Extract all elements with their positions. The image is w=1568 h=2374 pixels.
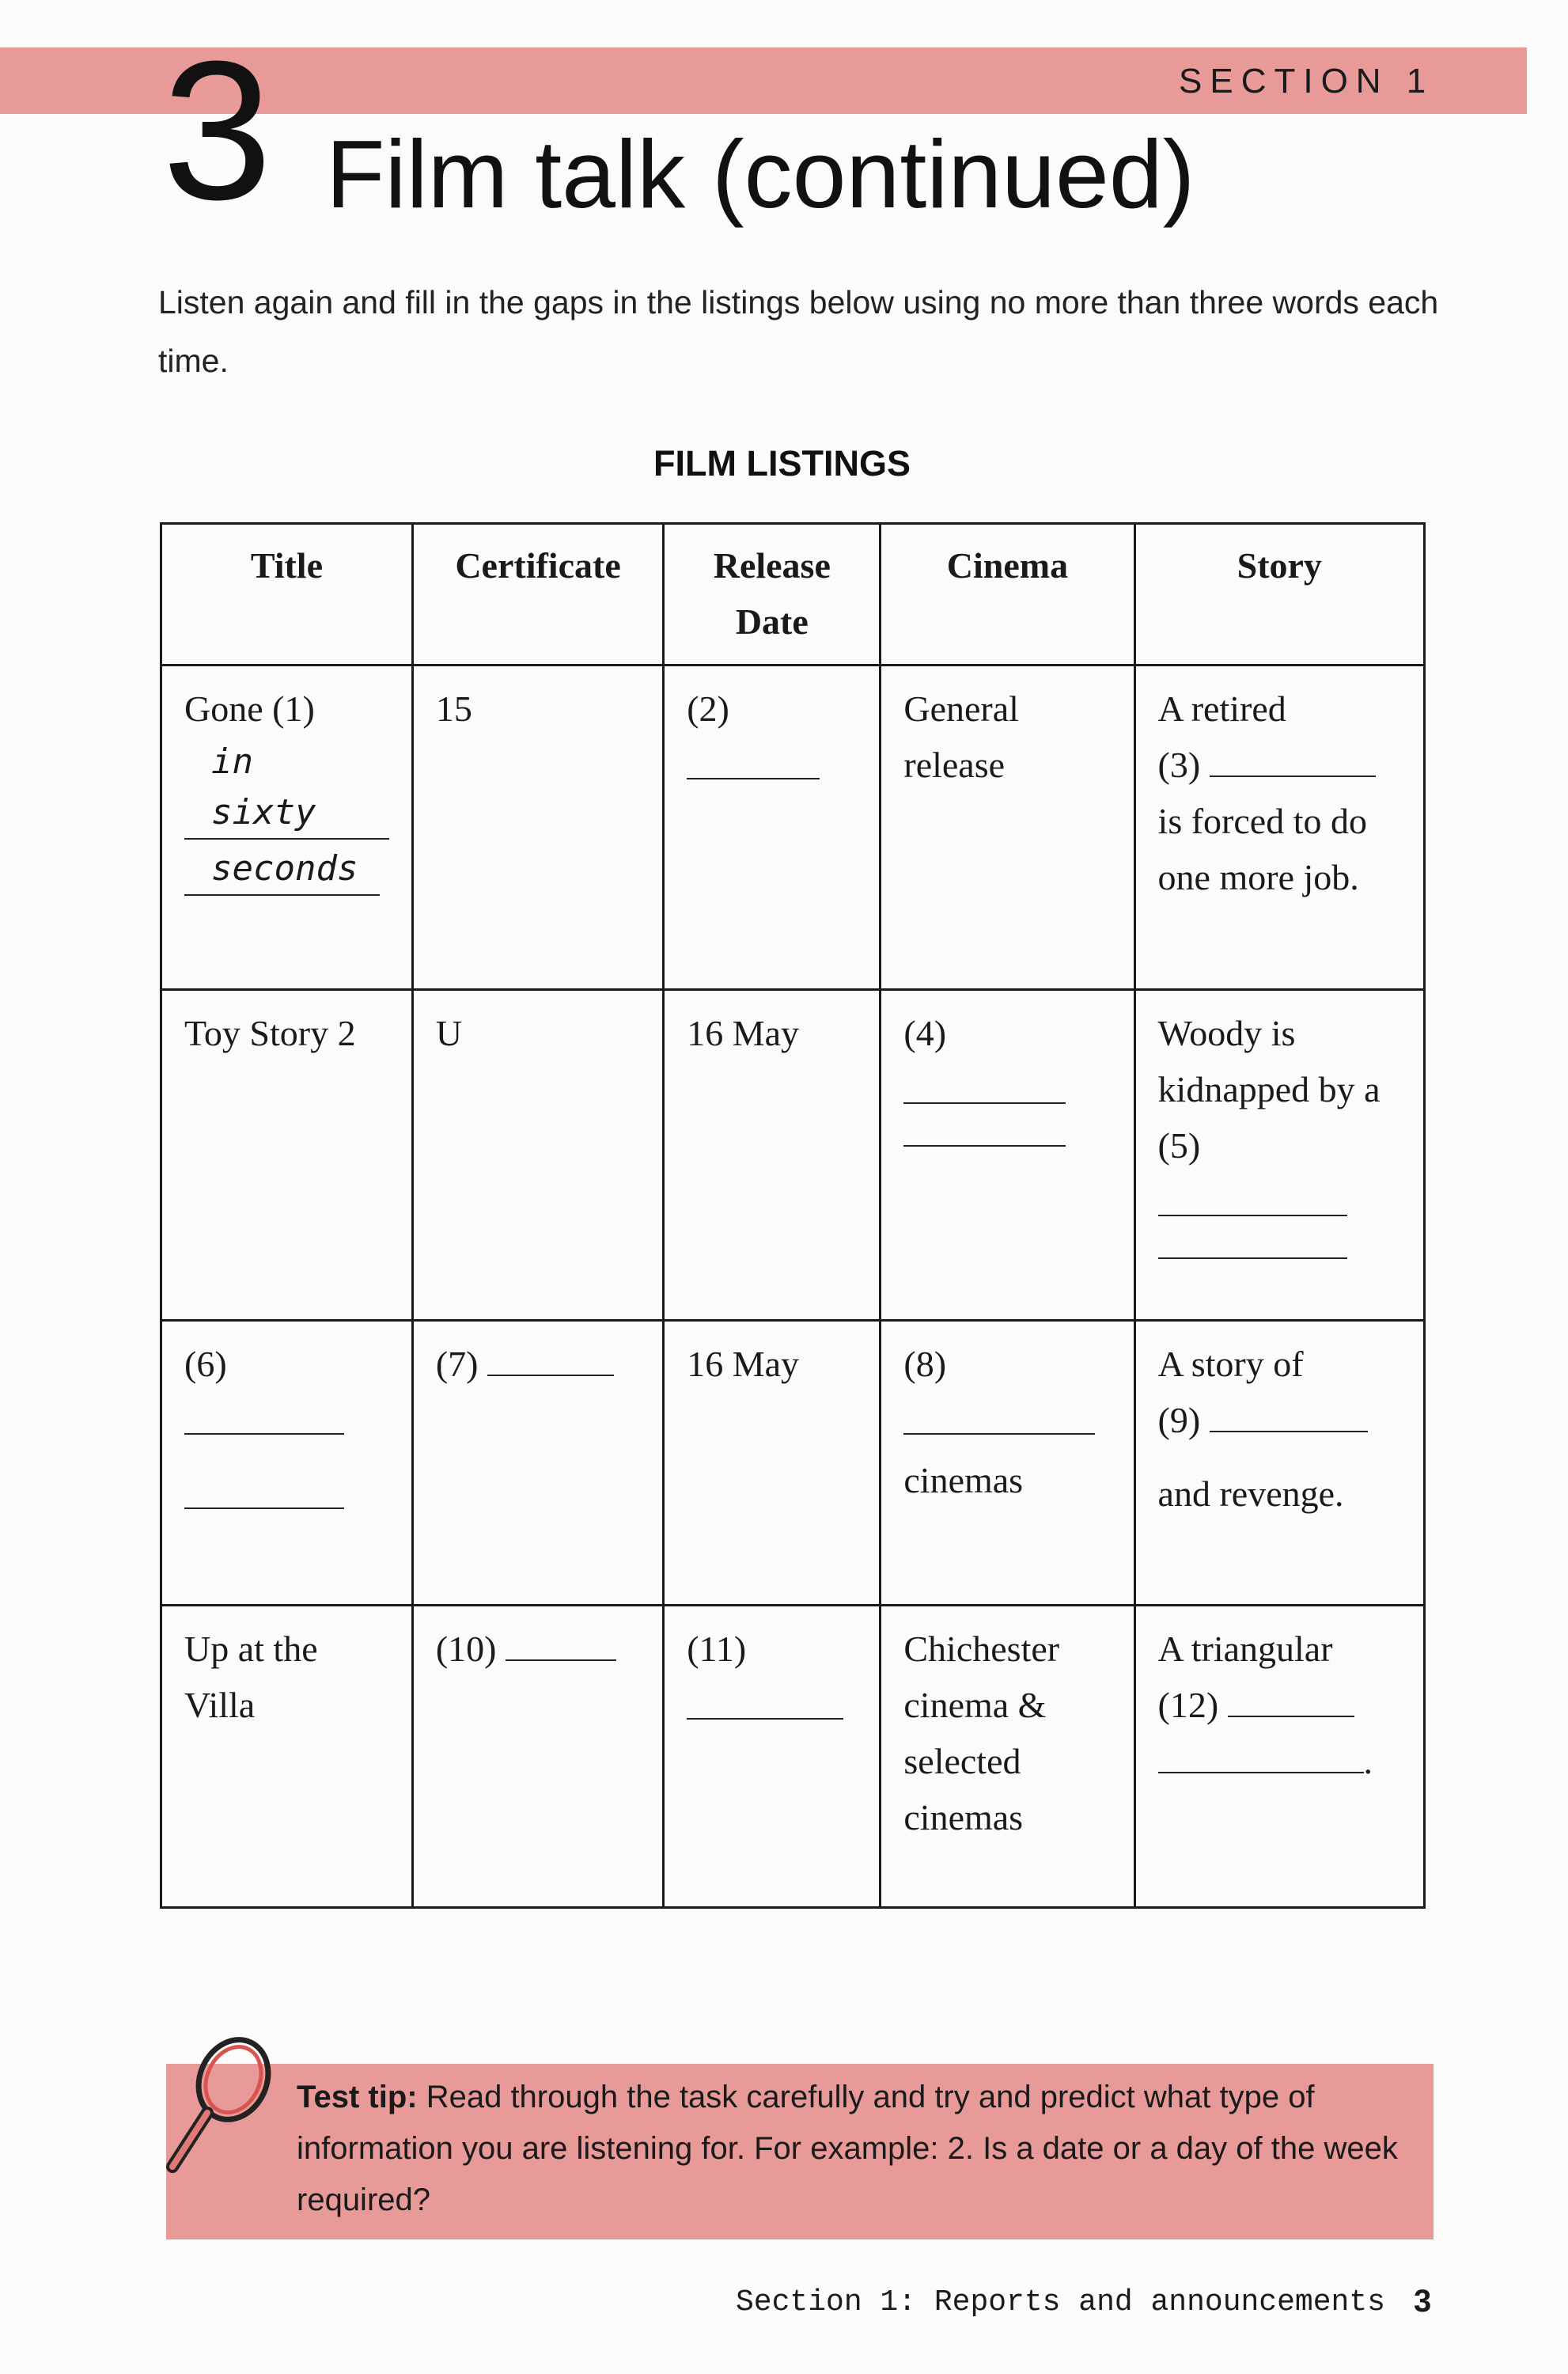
handwritten-answer-1b: seconds (184, 844, 380, 896)
listing-title: FILM LISTINGS (653, 443, 911, 484)
cell-release: 16 May (664, 990, 881, 1321)
cinema-gap-label: (8) (903, 1344, 947, 1384)
answer-gap-4b[interactable] (903, 1104, 1065, 1147)
cell-title (161, 666, 413, 990)
story-text-a: A triangular (1157, 1629, 1333, 1669)
answer-gap-5b[interactable] (1158, 1216, 1348, 1259)
cell-story (1134, 1321, 1424, 1606)
story-text-b: and revenge. (1157, 1473, 1344, 1514)
table-row (161, 1321, 1425, 1606)
answer-gap-11[interactable] (687, 1677, 843, 1720)
answer-gap-4a[interactable] (903, 1061, 1065, 1104)
cell-cinema: Chichester cinema & selected cinemas (881, 1606, 1134, 1908)
cell-cinema (881, 1321, 1134, 1606)
story-gap-label: (3) (1157, 745, 1201, 785)
section-label: SECTION 1 (1179, 62, 1434, 100)
header-release-date: Release Date (664, 524, 881, 666)
cell-certificate (412, 1606, 663, 1908)
cell-release (664, 666, 881, 990)
table-row (161, 666, 1425, 990)
answer-gap-8[interactable] (903, 1392, 1094, 1435)
answer-gap-6b[interactable] (184, 1466, 344, 1509)
cinema-gap-label: (4) (903, 1013, 947, 1053)
instructions: Listen again and fill in the gaps in the listings below using no more than three words each time. (158, 284, 1439, 379)
story-gap-label: (12) (1157, 1685, 1219, 1725)
cell-story (1134, 1606, 1424, 1908)
release-gap-label: (2) (687, 688, 729, 729)
table-row (161, 990, 1425, 1321)
answer-gap-12a[interactable] (1228, 1678, 1354, 1717)
table-header-row (161, 524, 1425, 666)
cell-cinema (881, 990, 1134, 1321)
header-certificate: Certificate (412, 524, 663, 666)
unit-number: 3 (162, 20, 273, 241)
page-number: 3 (1414, 2284, 1432, 2319)
release-gap-label: (11) (687, 1629, 747, 1669)
header-title: Title (161, 524, 413, 666)
cell-title (161, 1321, 413, 1606)
answer-gap-6a[interactable] (184, 1392, 344, 1435)
cell-release: 16 May (664, 1321, 881, 1606)
cell-release (664, 1606, 881, 1908)
cinema-text-b: cinemas (903, 1460, 1024, 1500)
table-row (161, 1606, 1425, 1908)
tip-body: Read through the task carefully and try and predict what type of information you are listening for. For example: 2. Is a date or a day of the week required? (297, 2080, 1398, 2217)
test-tip-text (297, 2072, 1420, 2226)
title-gap-label: (6) (184, 1344, 227, 1384)
answer-gap-7[interactable] (487, 1337, 614, 1376)
cell-cinema: General release (881, 666, 1134, 990)
answer-gap-12b[interactable] (1158, 1734, 1364, 1773)
header-cinema: Cinema (881, 524, 1134, 666)
magnifier-icon (158, 2031, 277, 2181)
cell-certificate: 15 (412, 666, 663, 990)
cell-certificate: U (412, 990, 663, 1321)
certificate-gap-label: (10) (435, 1629, 497, 1669)
certificate-gap-label: (7) (435, 1344, 479, 1384)
cell-title: Up at the Villa (161, 1606, 413, 1908)
story-end-period: . (1363, 1741, 1373, 1781)
header-story: Story (1134, 524, 1424, 666)
answer-gap-10[interactable] (506, 1621, 616, 1661)
story-text-a: Woody is kidnapped by a (5) (1157, 1013, 1381, 1166)
story-text-b: is forced to do one more job. (1157, 801, 1367, 897)
answer-gap-3[interactable] (1210, 738, 1376, 777)
answer-gap-9[interactable] (1210, 1393, 1368, 1432)
title-text: Gone (1) (184, 688, 315, 729)
cell-certificate (412, 1321, 663, 1606)
cell-story (1134, 990, 1424, 1321)
story-text-a: A retired (1157, 688, 1286, 729)
page-title: Film talk (continued) (326, 120, 1195, 228)
story-gap-label: (9) (1157, 1400, 1201, 1440)
footer-text: Section 1: Reports and announcements (736, 2285, 1385, 2319)
story-text-a: A story of (1157, 1344, 1304, 1384)
cell-story (1134, 666, 1424, 990)
film-listings-table (160, 522, 1426, 1909)
answer-gap-5a[interactable] (1158, 1174, 1348, 1216)
answer-gap-2[interactable] (687, 737, 820, 779)
cell-title: Toy Story 2 (161, 990, 413, 1321)
handwritten-answer-1a: in sixty (184, 737, 389, 840)
tip-label: Test tip: (297, 2080, 418, 2114)
